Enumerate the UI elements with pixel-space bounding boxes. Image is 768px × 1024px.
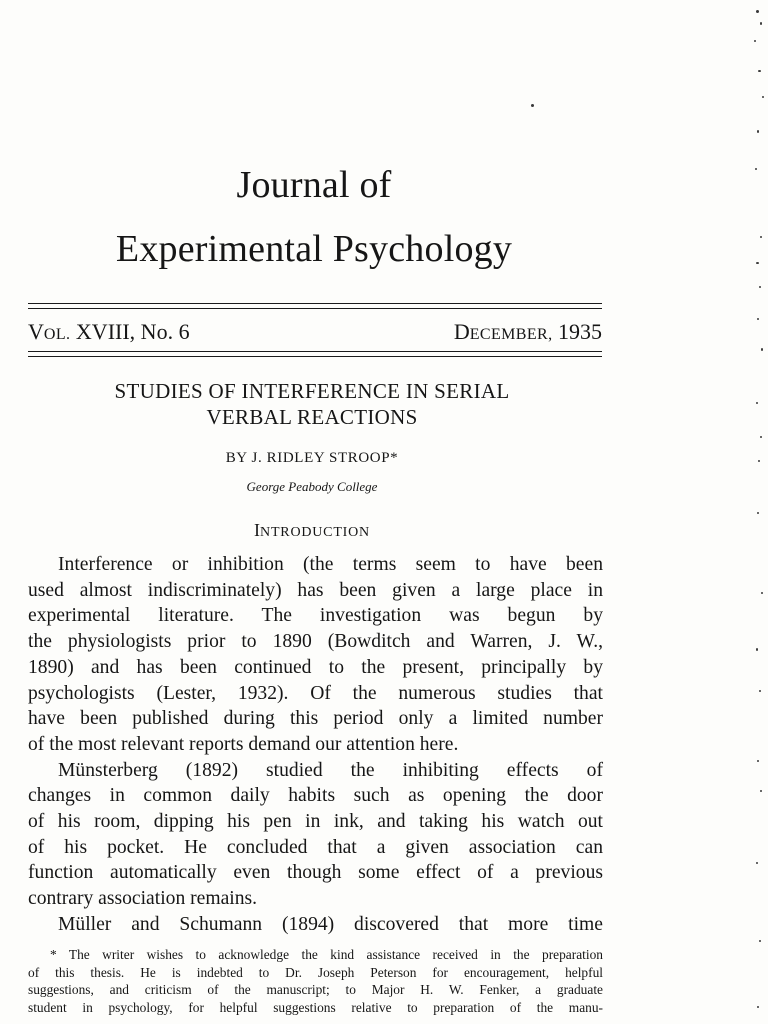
masthead-rule-top-1 [28, 303, 602, 304]
body-line: Münsterberg (1892) studied the inhibiting effects of [58, 759, 603, 781]
footnote-line: * The writer wishes to acknowledge the kind assistance received in the preparation [50, 947, 603, 962]
section-heading-introduction: INTRODUCTION [254, 520, 370, 540]
scan-speck [531, 104, 534, 107]
footnote-line: student in psychology, for helpful suggestions relative to preparation of the manu- [28, 999, 603, 1015]
body-line: 1890) and has been continued to the present, principally by [28, 656, 603, 678]
body-line: function automatically even though some effect of a previous [28, 862, 603, 884]
body-line: Interference or inhibition (the terms seem to have been [58, 554, 603, 575]
article-title-line-2: VERBAL REACTIONS [206, 405, 418, 429]
body-line: of his pocket. He concluded that a given association can [28, 836, 603, 858]
volume-number: VOL. XVIII, No. 6 [28, 319, 190, 344]
masthead-rule-bottom-2 [28, 356, 602, 357]
body-line: experimental literature. The investigation was begun by [28, 605, 603, 627]
masthead [28, 315, 602, 349]
issue-date: DECEMBER, 1935 [453, 319, 602, 344]
body-line: contrary association remains. [28, 888, 258, 910]
body-line: used almost indiscriminately) has been given a large place in [28, 579, 603, 601]
footnote-line: suggestions, and criticism of the manuscript; to Major H. W. Fenker, a graduate [28, 982, 603, 997]
body-line: the physiologists prior to 1890 (Bowditch and Warren, J. W., [28, 631, 603, 653]
masthead-rule-top-2 [28, 308, 602, 309]
body-line: of the most relevant reports demand our attention here. [28, 733, 459, 755]
body-line: changes in common daily habits such as opening the door [28, 785, 603, 807]
body-line: psychologists (Lester, 1932). Of the numerous studies that [28, 682, 603, 704]
author-affiliation: George Peabody College [246, 479, 378, 494]
body-line: of his room, dipping his pen in ink, and taking his watch out [28, 811, 603, 832]
article-title [30, 378, 594, 430]
masthead-rule-bottom-1 [28, 351, 602, 352]
journal-title-line-2: Experimental Psychology [115, 228, 513, 270]
body-line: have been published during this period only a limited number [28, 708, 603, 730]
scan-edge-artifacts [748, 0, 768, 1024]
article-title-line-1: STUDIES OF INTERFERENCE IN SERIAL [114, 379, 510, 403]
journal-title-line-1: Journal of [236, 164, 392, 206]
footnote-line: of this thesis. He is indebted to Dr. Joseph Peterson for encouragement, helpful [28, 964, 603, 980]
body-line: Müller and Schumann (1894) discovered that more time [58, 913, 603, 935]
author-byline: BY J. RIDLEY STROOP* [225, 450, 399, 466]
